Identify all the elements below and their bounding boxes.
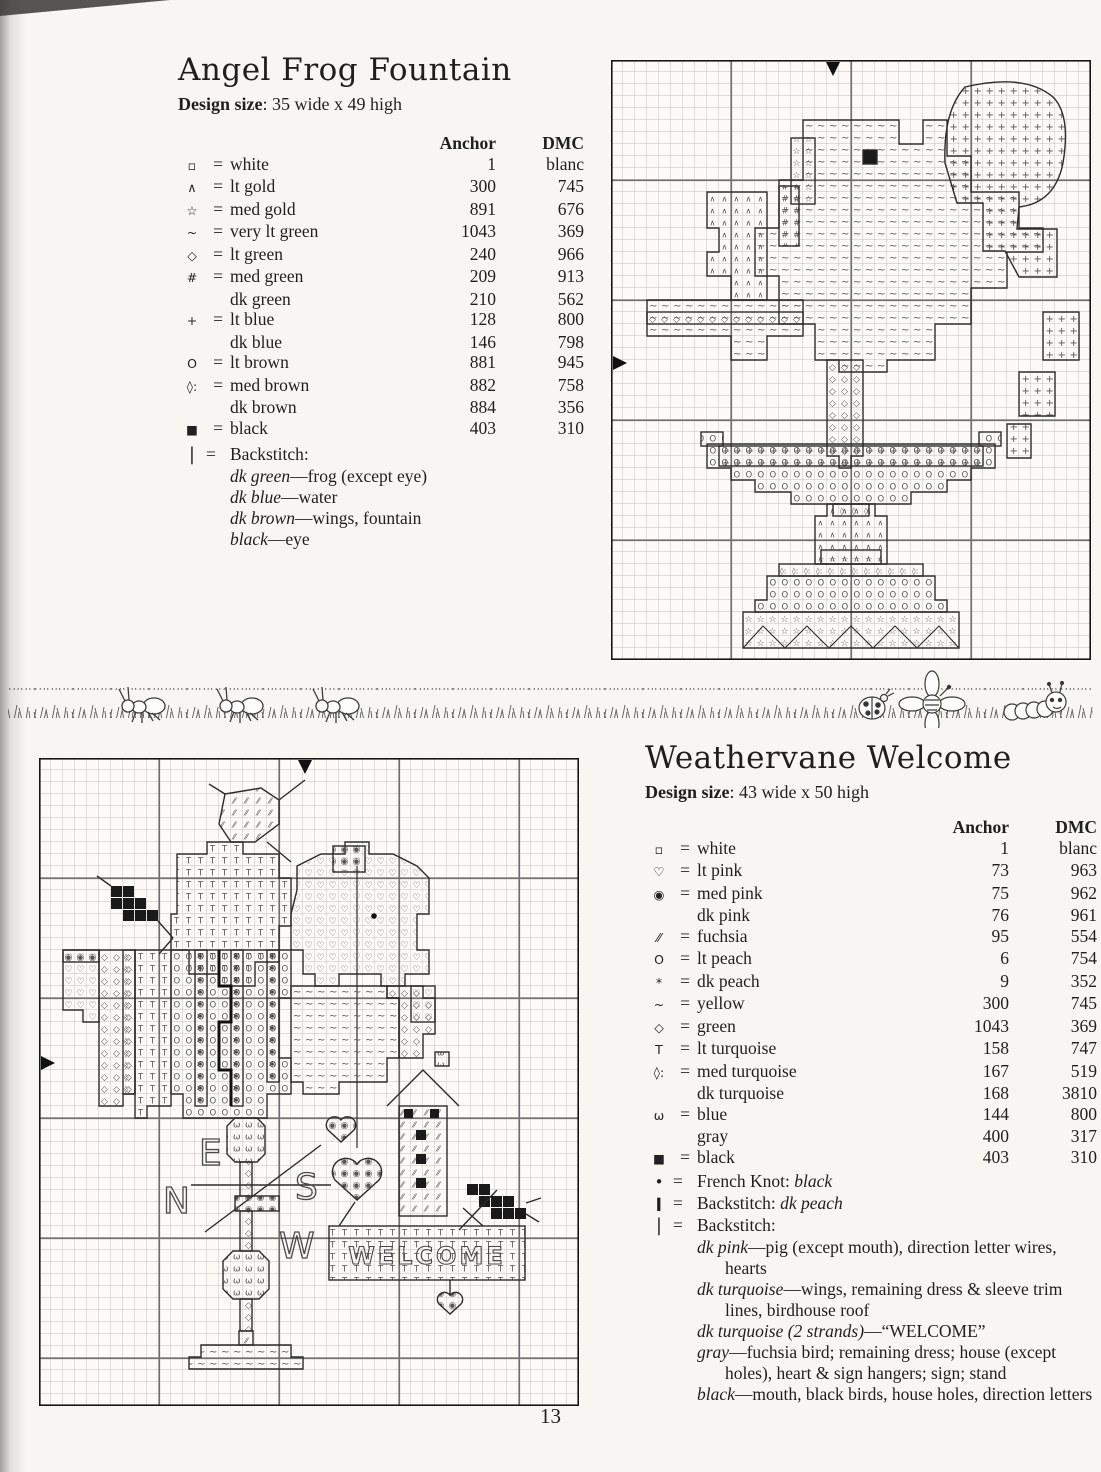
key-equals: = [680, 970, 690, 991]
key-dmc-number: 3810 [1062, 1083, 1097, 1103]
key-color-name: med brown [230, 374, 310, 395]
backstitch-label: Backstitch: [230, 444, 309, 464]
page-title-angel-frog-fountain: Angel Frog Fountain [178, 52, 512, 88]
key-symbol: ∧ [187, 180, 197, 195]
key-color-name: dk turquoise [697, 1083, 785, 1103]
key-dmc-number: 747 [1070, 1038, 1097, 1058]
letter-east: E [199, 1133, 222, 1174]
key-symbol: O [654, 952, 664, 967]
scan-corner-artifact [0, 0, 170, 16]
key-anchor-number: 884 [469, 397, 496, 417]
key-color-name: dk green [230, 288, 291, 309]
french-knot-dot [371, 913, 377, 919]
key-equals: = [213, 266, 223, 286]
key-equals: = [213, 374, 223, 395]
key-anchor-number: 128 [469, 309, 496, 329]
backstitch-item: dk brown—wings, fountain [230, 508, 422, 528]
key-symbol: ■ [653, 1150, 665, 1166]
backstitch-items-aff [230, 466, 584, 550]
key-symbol: ◇ [187, 247, 197, 263]
key-color-name: lt blue [230, 309, 275, 329]
key-symbol: ▫ [187, 157, 197, 173]
key-color-name: lt pink [697, 860, 743, 880]
key-color-name: white [697, 837, 736, 858]
letter-north: N [163, 1181, 190, 1222]
key-equals: = [680, 1060, 690, 1081]
key-color-name: fuchsia [697, 925, 748, 946]
key-color-name: dk pink [697, 905, 750, 925]
angel-frog-fountain-chart [611, 60, 1091, 660]
key-equals: = [680, 837, 690, 858]
key-dmc-number: 745 [557, 176, 584, 196]
backstitch-label: Backstitch: [697, 1215, 776, 1235]
key-dmc-number: 554 [1070, 925, 1097, 946]
key-anchor-number: 300 [982, 993, 1009, 1013]
insect-grass-band [0, 662, 1101, 728]
key-equals: = [213, 309, 223, 329]
key-equals: = [213, 352, 223, 372]
key-color-name: dk blue [230, 331, 283, 352]
key-equals: = [680, 882, 690, 903]
bee-icon [899, 671, 965, 728]
key-dmc-number: 798 [557, 331, 584, 352]
key-equals: = [213, 153, 223, 174]
backstitch-peach-label: Backstitch: dk peach [697, 1193, 843, 1213]
key-dmc-number: 310 [1070, 1146, 1097, 1167]
backstitch-items-ww [697, 1237, 1097, 1405]
key-symbol: ω [653, 1107, 665, 1123]
backstitch-item: dk pink—pig (except mouth), direction letter wires, hearts [697, 1237, 1057, 1278]
key-dmc-number: 913 [557, 266, 584, 286]
key-symbol: ◊: [653, 1064, 665, 1080]
letter-west: W [279, 1226, 315, 1267]
key-dmc-number: 352 [1070, 970, 1097, 991]
key-anchor-number: 9 [1000, 970, 1009, 991]
key-anchor-number: 209 [469, 266, 496, 286]
key-anchor-number: 144 [982, 1103, 1009, 1124]
key-symbol: ~ [653, 997, 665, 1012]
page-title-weathervane-welcome: Weathervane Welcome [645, 740, 1012, 776]
extra-key-rows: • = French Knot: black ▮ = Backstitch: dk peach | = Backstitch: dk pink—pig (except mouth), direction letter wires, hearts dk turquoise—wings, remaining dress & sleeve trim lines, birdhouse roof dk turquoise (2 strands)—“WELCOME” gray—fuchsia bird; remaining dress; house (except holes), heart & sign hangers; sign; stand black—mouth, black birds, house holes, direction letters [645, 1171, 1097, 1405]
key-symbol: # [186, 270, 198, 285]
backstitch-item: dk turquoise (2 strands)—“WELCOME” [697, 1321, 986, 1341]
weathervane-welcome-block [645, 740, 1097, 1405]
weathervane-welcome-chart [39, 758, 579, 1406]
key-dmc-number: 519 [1070, 1060, 1097, 1081]
key-anchor-number: 1 [487, 153, 496, 174]
key-dmc-number: 676 [557, 198, 584, 219]
key-anchor-number: 95 [991, 925, 1009, 946]
key-equals: = [680, 1103, 690, 1124]
key-color-name: med pink [697, 882, 763, 903]
key-anchor-number: 76 [991, 905, 1009, 925]
column-header-anchor: Anchor [952, 817, 1009, 837]
page-number: 13 [540, 1404, 561, 1428]
column-header-anchor: Anchor [439, 133, 496, 153]
key-anchor-number: 6 [1000, 948, 1009, 968]
key-anchor-number: 1043 [974, 1015, 1009, 1036]
backstitch-item: dk blue—water [230, 487, 338, 507]
key-symbol: ⁄⁄ [656, 929, 662, 945]
key-equals: = [680, 1015, 690, 1036]
key-dmc-number: 369 [1070, 1015, 1097, 1036]
key-color-name: med green [230, 266, 304, 286]
letter-south: S [295, 1167, 318, 1208]
key-color-name: black [697, 1146, 735, 1167]
key-color-name: blue [697, 1103, 728, 1124]
key-symbol: ◊: [186, 378, 198, 394]
backstitch-heavy-bar-icon: ▮ [656, 1194, 662, 1214]
key-anchor-number: 1043 [461, 221, 496, 241]
backstitch-bar-icon: | [656, 1216, 662, 1236]
backstitch-bar-icon: | [189, 445, 195, 465]
key-dmc-number: 754 [1070, 948, 1097, 968]
frog-eye [863, 150, 877, 164]
key-symbol: * [655, 974, 663, 990]
key-anchor-number: 882 [469, 374, 496, 395]
key-dmc-number: blanc [1059, 837, 1097, 858]
key-dmc-number: blanc [546, 153, 584, 174]
key-dmc-number: 945 [557, 352, 584, 372]
key-anchor-number: 403 [982, 1146, 1009, 1167]
key-color-name: gray [697, 1126, 729, 1146]
key-symbol: ◇ [654, 1019, 664, 1035]
key-anchor-number: 158 [982, 1038, 1009, 1058]
backstitch-item: black—eye [230, 529, 310, 549]
key-dmc-number: 356 [557, 397, 584, 417]
column-header-dmc: DMC [542, 133, 584, 153]
key-anchor-number: 75 [991, 882, 1009, 903]
french-knot-icon: • [654, 1173, 664, 1191]
key-dmc-number: 745 [1070, 993, 1097, 1013]
key-anchor-number: 891 [469, 198, 496, 219]
color-key-aff [178, 133, 584, 440]
key-equals: = [213, 417, 223, 438]
key-dmc-number: 758 [557, 374, 584, 395]
key-symbol: ♡ [653, 864, 665, 879]
key-symbol: ■ [186, 421, 198, 437]
key-dmc-number: 562 [557, 288, 584, 309]
key-color-name: lt peach [697, 948, 752, 968]
key-equals: = [680, 925, 690, 946]
key-symbol: T [655, 1042, 663, 1057]
key-color-name: dk brown [230, 397, 297, 417]
key-color-name: very lt green [230, 221, 319, 241]
key-color-name: white [230, 153, 269, 174]
angel-frog-fountain-block [178, 52, 584, 550]
key-equals: = [680, 948, 690, 968]
key-anchor-number: 210 [469, 288, 496, 309]
key-anchor-number: 240 [469, 243, 496, 264]
key-equals: = [680, 993, 690, 1013]
backstitch-item: dk green—frog (except eye) [230, 466, 428, 486]
key-color-name: black [230, 417, 268, 438]
key-anchor-number: 167 [982, 1060, 1009, 1081]
key-equals: = [213, 243, 223, 264]
key-equals: = [213, 176, 223, 196]
welcome-sign-text: WELCOME [348, 1242, 506, 1270]
key-color-name: lt green [230, 243, 283, 264]
key-anchor-number: 146 [469, 331, 496, 352]
key-dmc-number: 963 [1070, 860, 1097, 880]
color-key-ww [645, 817, 1097, 1169]
key-color-name: dk peach [697, 970, 760, 991]
key-anchor-number: 403 [469, 417, 496, 438]
key-symbol: O [187, 356, 197, 371]
key-color-name: lt brown [230, 352, 289, 372]
key-equals: = [680, 860, 690, 880]
key-dmc-number: 961 [1070, 905, 1097, 925]
key-symbol: ~ [186, 225, 198, 240]
key-color-name: yellow [697, 993, 745, 1013]
design-size-aff: Design size: 35 wide x 49 high [178, 94, 402, 114]
key-anchor-number: 881 [469, 352, 496, 372]
key-color-name: med gold [230, 198, 296, 219]
column-header-dmc: DMC [1055, 817, 1097, 837]
key-anchor-number: 73 [991, 860, 1009, 880]
key-dmc-number: 800 [557, 309, 584, 329]
key-color-name: med turquoise [697, 1060, 797, 1081]
key-dmc-number: 369 [557, 221, 584, 241]
key-dmc-number: 317 [1070, 1126, 1097, 1146]
backstitch-item: black—mouth, black birds, house holes, direction letters [697, 1384, 1093, 1404]
key-anchor-number: 300 [469, 176, 496, 196]
design-size-ww: Design size: 43 wide x 50 high [645, 782, 869, 802]
key-equals: = [213, 221, 223, 241]
key-dmc-number: 962 [1070, 882, 1097, 903]
key-color-name: lt turquoise [697, 1038, 777, 1058]
key-dmc-number: 966 [557, 243, 584, 264]
scan-edge-shadow [0, 0, 26, 1472]
key-equals: = [213, 198, 223, 219]
key-color-name: lt gold [230, 176, 276, 196]
backstitch-note-aff: | = Backstitch: dk green—frog (except eye) dk blue—water dk brown—wings, fountain black—eye [178, 444, 584, 550]
key-equals: = [680, 1146, 690, 1167]
french-knot-label: French Knot: black [697, 1171, 833, 1191]
key-symbol: ◉ [653, 886, 665, 902]
key-equals: = [680, 1038, 690, 1058]
backstitch-item: dk turquoise—wings, remaining dress & sleeve trim lines, birdhouse roof [697, 1279, 1063, 1320]
key-anchor-number: 1 [1000, 837, 1009, 858]
key-dmc-number: 310 [557, 417, 584, 438]
key-symbol: ☆ [186, 202, 198, 218]
key-anchor-number: 168 [982, 1083, 1009, 1103]
key-symbol: ▫ [654, 841, 664, 857]
key-dmc-number: 800 [1070, 1103, 1097, 1124]
key-color-name: green [697, 1015, 736, 1036]
key-symbol: + [186, 313, 198, 328]
backstitch-item: gray—fuchsia bird; remaining dress; house (except holes), heart & sign hangers; sign; stand [697, 1342, 1057, 1383]
key-anchor-number: 400 [982, 1126, 1009, 1146]
